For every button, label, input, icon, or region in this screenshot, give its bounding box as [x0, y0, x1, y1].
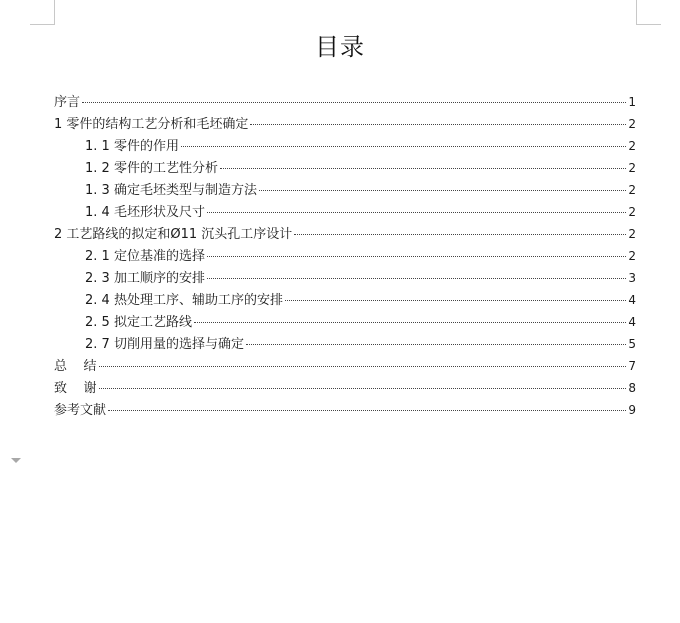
page-title: 目录 [315, 33, 365, 61]
toc-dot-leader [259, 190, 626, 191]
toc-page-number: 5 [628, 337, 636, 351]
toc-dot-leader [207, 278, 626, 279]
toc-entry-section-2-7[interactable] [54, 333, 636, 355]
toc-dot-leader [194, 322, 626, 323]
toc-dot-leader [108, 410, 626, 411]
toc-dot-leader [220, 168, 626, 169]
toc-page-number: 3 [628, 271, 636, 285]
toc-entry-preface[interactable] [54, 91, 636, 113]
toc-page-number: 4 [628, 315, 636, 329]
toc-entry-label: 1. 1 零件的作用 [85, 139, 179, 154]
toc-page-number: 7 [628, 359, 636, 373]
collapse-arrow-icon[interactable] [11, 458, 21, 463]
toc-entry-chapter-2[interactable] [54, 223, 636, 245]
toc-page-number: 8 [628, 381, 636, 395]
toc-page-number: 2 [628, 227, 636, 241]
toc-entry-label: 2. 1 定位基准的选择 [85, 249, 205, 264]
toc-entry-label: 总 结 [54, 359, 97, 374]
toc-entry-label: 致 谢 [54, 381, 97, 396]
toc-page-number: 4 [628, 293, 636, 307]
toc-entry-section-1-1[interactable] [54, 135, 636, 157]
toc-dot-leader [246, 344, 626, 345]
toc-entry-section-2-4[interactable] [54, 289, 636, 311]
toc-page-number: 2 [628, 139, 636, 153]
toc-page-number: 2 [628, 161, 636, 175]
toc-dot-leader [82, 102, 626, 103]
toc-entry-label: 1. 3 确定毛坯类型与制造方法 [85, 183, 257, 198]
toc-entry-summary[interactable] [54, 355, 636, 377]
toc-dot-leader [285, 300, 626, 301]
toc-entry-acknowledgements[interactable] [54, 377, 636, 399]
page-corner-top-left [30, 0, 55, 25]
toc-entry-label: 1 零件的结构工艺分析和毛坯确定 [54, 117, 249, 132]
toc-entry-label: 2. 4 热处理工序、辅助工序的安排 [85, 293, 283, 308]
page-corner-top-right [636, 0, 661, 25]
toc-page-number: 9 [628, 403, 636, 417]
toc-dot-leader [294, 234, 626, 235]
toc-dot-leader [181, 146, 626, 147]
toc-dot-leader [207, 212, 626, 213]
toc-entry-section-2-3[interactable] [54, 267, 636, 289]
toc-entry-label: 2. 3 加工顺序的安排 [85, 271, 205, 286]
toc-entry-section-2-5[interactable] [54, 311, 636, 333]
toc-dot-leader [99, 366, 626, 367]
toc-entry-section-1-3[interactable] [54, 179, 636, 201]
table-of-contents [54, 91, 636, 421]
toc-entry-chapter-1[interactable] [54, 113, 636, 135]
toc-entry-references[interactable] [54, 399, 636, 421]
toc-entry-label: 参考文献 [54, 403, 107, 418]
toc-entry-label: 2. 7 切削用量的选择与确定 [85, 337, 244, 352]
toc-entry-section-1-2[interactable] [54, 157, 636, 179]
toc-entry-section-1-4[interactable] [54, 201, 636, 223]
toc-entry-label: 序言 [54, 95, 81, 110]
toc-entry-label: 2 工艺路线的拟定和Ø11 沉头孔工序设计 [54, 227, 293, 242]
toc-dot-leader [99, 388, 626, 389]
toc-page-number: 2 [628, 117, 636, 131]
toc-page-number: 2 [628, 183, 636, 197]
toc-entry-label: 1. 2 零件的工艺性分析 [85, 161, 218, 176]
toc-entry-section-2-1[interactable] [54, 245, 636, 267]
toc-entry-label: 2. 5 拟定工艺路线 [85, 315, 192, 330]
toc-page-number: 2 [628, 205, 636, 219]
toc-page-number: 2 [628, 249, 636, 263]
toc-dot-leader [207, 256, 626, 257]
toc-dot-leader [250, 124, 626, 125]
toc-page-number: 1 [628, 95, 636, 109]
toc-entry-label: 1. 4 毛坯形状及尺寸 [85, 205, 205, 220]
